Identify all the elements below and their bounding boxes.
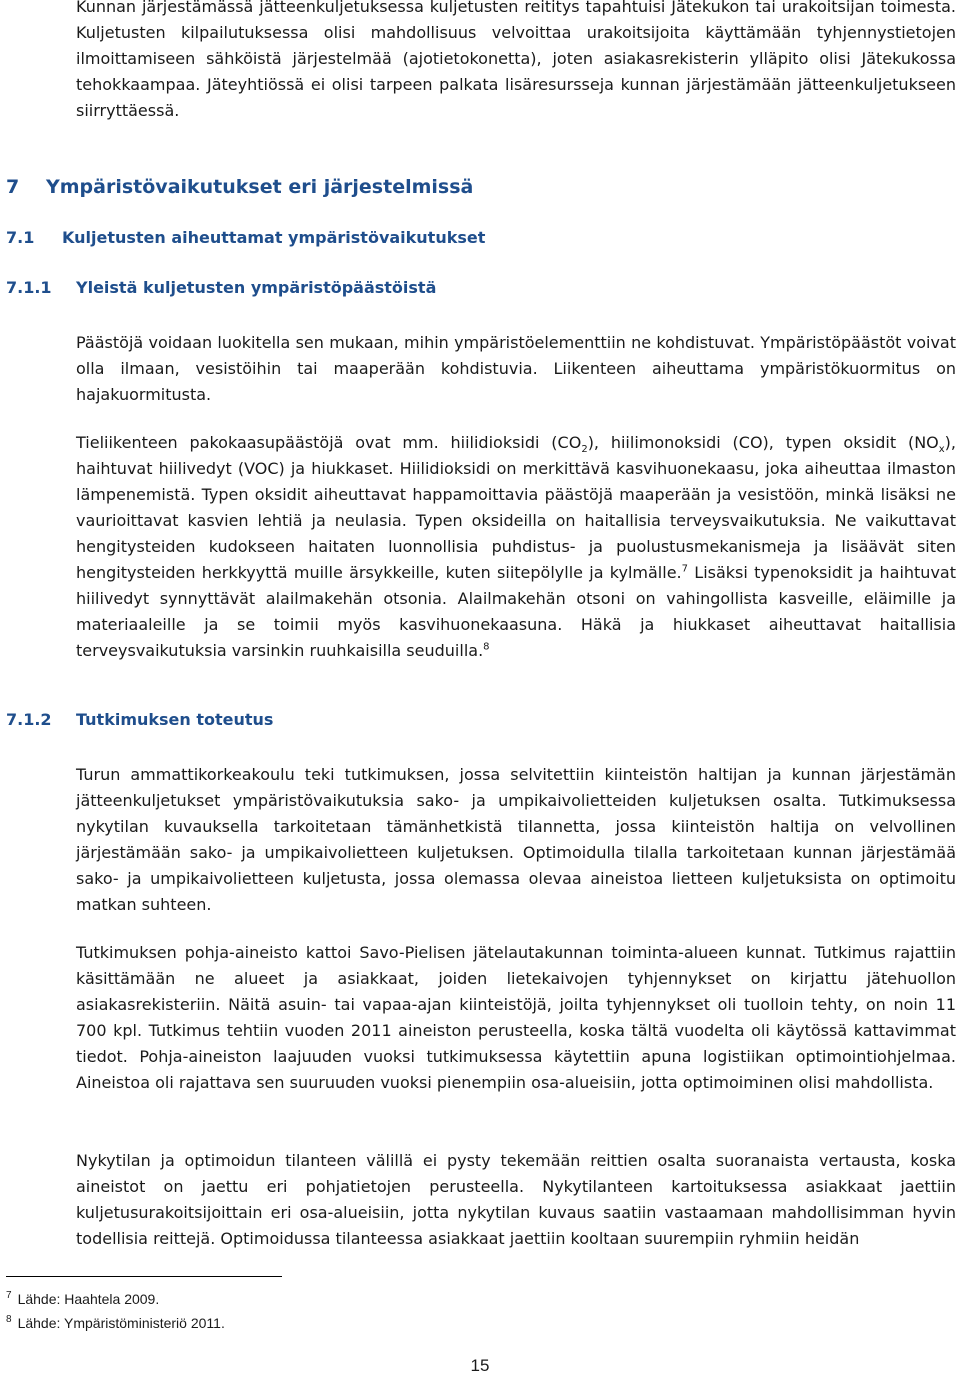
text-run: Tieliikenteen pakokaasupäästöjä ovat mm. hiilidioksidi (CO xyxy=(76,433,582,452)
subsubsection-title-1: Yleistä kuljetusten ympäristöpäästöistä xyxy=(76,278,437,297)
footnote-ref[interactable]: 7 xyxy=(681,563,688,575)
text-run: ), hiilimonoksidi (CO), typen oksidit (NO xyxy=(587,433,939,452)
page-number: 15 xyxy=(470,1356,490,1375)
footnote-text: Lähde: Haahtela 2009. xyxy=(17,1291,160,1307)
footnote-text: Lähde: Ympäristöministeriö 2011. xyxy=(17,1315,225,1331)
subsubsection-number-2: 7.1.2 xyxy=(6,710,52,729)
subsection-title: Kuljetusten aiheuttamat ympäristövaikutukset xyxy=(62,228,486,247)
text-run: Lisäksi typenoksidit ja haihtuvat hiilivedyt synnyttävät alailmakehän otsonia. Alailmakehän otsoni on vahingollista kasveille, eläimille ja materiaaleille ja se toimii myös kasvihuonekaasuna. Häkä ja hiukkaset aiheuttavat haitallisia terveysvaikutuksia varsinkin ruuhkaisilla seuduilla. xyxy=(76,563,956,660)
footnote-2 xyxy=(6,1314,225,1332)
subsubsection-title-2: Tutkimuksen toteutus xyxy=(76,710,274,729)
footnote-divider xyxy=(6,1276,282,1277)
footnote-number: 7 xyxy=(6,1290,12,1301)
section-heading xyxy=(6,176,473,198)
subsubsection-heading-2 xyxy=(6,710,273,729)
footnote-1 xyxy=(6,1290,159,1308)
subsubsection-heading-1 xyxy=(6,278,436,297)
emissions-paragraph-2 xyxy=(76,430,956,664)
emissions-paragraph-1: Päästöjä voidaan luokitella sen mukaan, mihin ympäristöelementtiin ne kohdistuvat. Ympäristöpäästöt voivat olla ilmaan, vesistöihin tai maaperään kohdistuvia. Liikenteen aiheuttama ympäristökuormitus on hajakuormitusta. xyxy=(76,333,956,404)
section-title: Ympäristövaikutukset eri järjestelmissä xyxy=(46,176,474,198)
intro-paragraph: Kunnan järjestämässä jätteenkuljetuksessa kuljetusten reititys tapahtuisi Jätekukon tai urakoitsijan toimesta. Kuljetusten kilpailutuksessa olisi mahdollisuus velvoittaa urakoitsijoita käyttämään tyhjennystietojen ilmoittamiseen sähköistä järjestelmää (ajotietokonetta), joten asiakasrekisterin ylläpito olisi Jätekukossa tehokkaampaa. Jäteyhtiössä ei olisi tarpeen palkata lisäresursseja kunnan järjestämään jätteenkuljetukseen siirryttäessä. xyxy=(76,0,956,120)
subscript: x xyxy=(938,444,945,456)
text-run: ), haihtuvat hiilivedyt (VOC) ja hiukkaset. Hiilidioksidi on merkittävä kasvihuonekaasu, joka aiheuttaa ilmaston lämpenemistä. Typen oksidit aiheuttavat happamoittavia päästöjä maaperään ja vesistöön, minkä lisäksi ne vaurioittavat kasvien lehtiä ja neulasia. Typen oksideilla on haitallisia terveysvaikutuksia. Ne vaikuttavat hengitysteiden kudokseen haitaten luonnollisia puhdistus- ja puolustusmekanismeja ja lisäävät siten hengitysteiden herkkyyttä muille ärsykkeille, kuten siitepölylle ja kylmälle. xyxy=(76,433,956,582)
study-paragraph-2: Tutkimuksen pohja-aineisto kattoi Savo-Pielisen jätelautakunnan toiminta-alueen kunnat. Tutkimus rajattiin käsittämään ne alueet ja asiakkaat, joiden lietekaivojen tyhjennykset on kirjattu jätehuollon asiakasrekisteriin. Näitä asuin- tai vapaa-ajan kiinteistöjä, joilta tyhjennykset oli tuolloin tehty, on noin 11 700 kpl. Tutkimus tehtiin vuoden 2011 aineiston perusteella, koska tältä vuodelta oli käytössä kattavimmat tiedot. Pohja-aineiston laajuuden vuoksi tutkimuksessa käytettiin apuna logistiikan optimointiohjelmaa. Aineistoa oli rajattava sen suuruuden vuoksi pienempiin osa-alueisiin, jotta optimoiminen olisi mahdollista. xyxy=(76,943,956,1092)
subsubsection-number-1: 7.1.1 xyxy=(6,278,52,297)
subsection-number: 7.1 xyxy=(6,228,35,247)
study-paragraph-1: Turun ammattikorkeakoulu teki tutkimuksen, jossa selvitettiin kiinteistön haltijan ja kunnan järjestämän jätteenkuljetukset ympäristövaikutuksia sako- ja umpikaivolietteiden kuljetuksen osalta. Tutkimuksessa nykytilan kuvauksella tarkoitetaan tämänhetkistä tilannetta, jossa kiinteistön haltija on velvollinen järjestämään sako- ja umpikaivolietteen kuljetuksen. Optimoidulla tilalla tarkoitetaan kunnan järjestämää sako- ja umpikaivolietteen kuljetusta, jossa olemassa olevaa aineistoa lietteen kuljetuksista on optimoitu matkan suhteen. xyxy=(76,765,956,914)
footnote-ref[interactable]: 8 xyxy=(483,641,490,653)
subscript: 2 xyxy=(581,444,588,456)
subsection-heading xyxy=(6,228,485,247)
study-paragraph-3: Nykytilan ja optimoidun tilanteen välillä ei pysty tekemään reittien osalta suoranaista vertausta, koska aineistot on jaettu eri pohjatietojen perusteella. Nykytilanteen kartoituksessa asiakkaat jaettiin kuljetusurakoitsijoittain eri osa-alueisiin, jotta nykytilan kuvaus saatiin vastaamaan mahdollisimman hyvin todellisia reittejä. Optimoidussa tilanteessa asiakkaat jaettiin kooltaan suurempiin ryhmiin heidän xyxy=(76,1151,956,1248)
footnote-number: 8 xyxy=(6,1314,12,1325)
section-number: 7 xyxy=(6,176,20,198)
